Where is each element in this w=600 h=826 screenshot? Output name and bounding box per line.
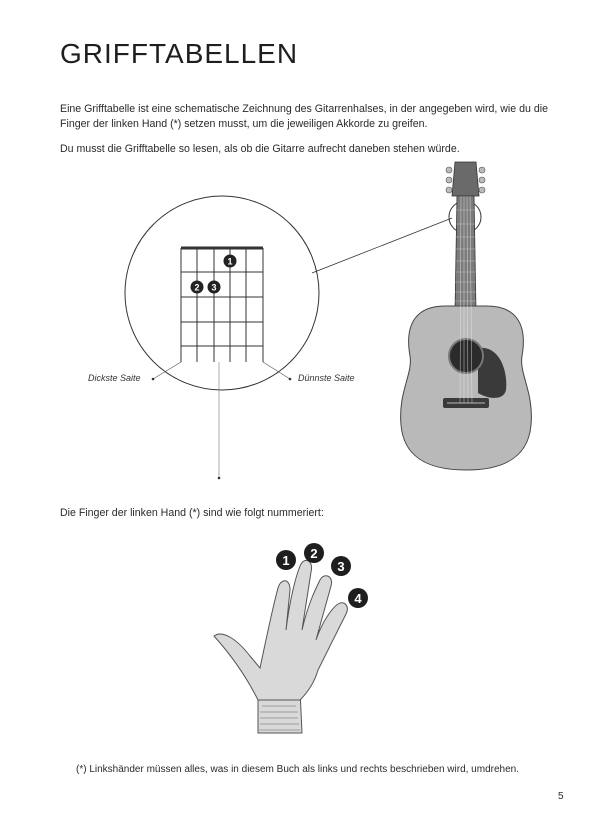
footnote: (*) Linkshänder müssen alles, was in diesem Buch als links und rechts beschrieben wird, umdrehen. [76,764,519,775]
finger-marker-2 [191,281,204,294]
svg-text:4: 4 [354,591,362,606]
svg-text:2: 2 [194,282,200,293]
svg-text:1: 1 [227,256,233,267]
hand-illustration [214,560,347,733]
finger-numbering-caption: Die Finger der linken Hand (*) sind wie folgt nummeriert: [60,507,324,519]
thinnest-string-label: Dünnste Saite [298,373,355,383]
svg-text:3: 3 [211,282,217,293]
page-title: GRIFFTABELLEN [60,38,299,69]
finger-marker-1 [224,255,237,268]
svg-text:1: 1 [282,553,290,568]
svg-text:3: 3 [337,559,345,574]
finger-number-3 [331,556,351,576]
finger-number-1 [276,550,296,570]
reading-instruction-paragraph: Du musst die Grifftabelle so lesen, als ob die Gitarre aufrecht daneben stehen würde. [60,143,460,155]
page-number: 5 [558,791,564,802]
magnifier-circle [125,196,319,390]
finger-number-4 [348,588,368,608]
intro-paragraph: Eine Grifftabelle ist eine schematische Zeichnung des Gitarrenhalses, in der angegeben wird, wie du die Finger der linken Hand (*) setzen musst, um die jeweiligen Akkorde zu greifen. [60,103,548,130]
thickest-string-label: Dickste Saite [88,373,141,383]
svg-text:2: 2 [310,546,318,561]
finger-number-2 [304,543,324,563]
guitar-illustration [401,162,532,470]
connector-line [312,218,452,273]
finger-marker-3 [208,281,221,294]
